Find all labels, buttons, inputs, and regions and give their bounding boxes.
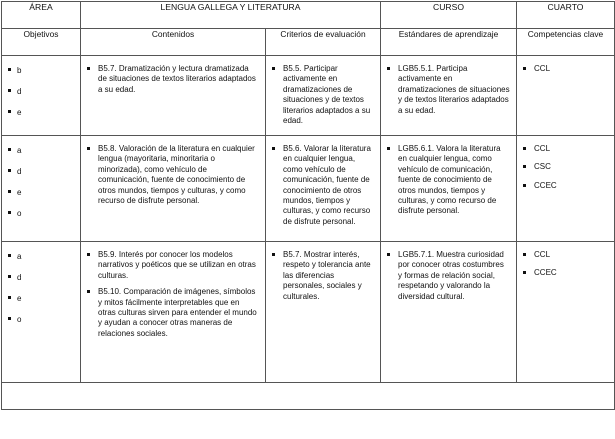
- estandar-item: LGB5.5.1. Participa activamente en dramatizaciones de situaciones y de textos literarios adaptados a su edad.: [387, 64, 510, 116]
- competencia-item: CCEC: [523, 268, 608, 278]
- bullet-icon: [8, 89, 11, 92]
- bullet-icon: [523, 67, 526, 70]
- estandares-cell: [381, 136, 517, 242]
- bullet-icon: [8, 190, 11, 193]
- col-criterios-header: Criterios de evaluación: [266, 29, 381, 56]
- bullet-icon: [8, 148, 11, 151]
- objetivo-item: d: [8, 166, 80, 187]
- subject-title: LENGUA GALLEGA Y LITERATURA: [81, 2, 381, 29]
- contenidos-cell: [81, 242, 266, 383]
- objetivo-item: a: [8, 251, 80, 272]
- bullet-icon: [8, 211, 11, 214]
- objetivo-item: a: [8, 145, 80, 166]
- objetivos-cell: [2, 56, 81, 136]
- contenidos-cell: [81, 56, 266, 136]
- bullet-icon: [8, 169, 11, 172]
- estandares-cell: [381, 242, 517, 383]
- bullet-icon: [87, 290, 90, 293]
- contenidos-cell: [81, 136, 266, 242]
- estandares-cell: [381, 56, 517, 136]
- bullet-icon: [8, 110, 11, 113]
- bullet-icon: [272, 147, 275, 150]
- objetivo-item: e: [8, 187, 80, 208]
- bullet-icon: [8, 275, 11, 278]
- criterios-cell: [266, 242, 381, 383]
- competencia-item: CCL: [523, 250, 608, 260]
- bullet-icon: [523, 165, 526, 168]
- bullet-icon: [272, 253, 275, 256]
- curriculum-table: [1, 1, 615, 410]
- contenido-item: B5.10. Comparación de imágenes, símbolos y mitos fácilmente interpretables que en otras culturas sirven para entender el mundo y ayudan a conocer otras maneras de relaciones sociales.: [87, 287, 259, 339]
- objetivos-cell: [2, 136, 81, 242]
- bullet-icon: [387, 147, 390, 150]
- bullet-icon: [8, 68, 11, 71]
- bullet-icon: [87, 67, 90, 70]
- bullet-icon: [87, 253, 90, 256]
- col-competencias-header: Competencias clave: [517, 29, 615, 56]
- competencia-item: CCL: [523, 144, 608, 154]
- header-row: [2, 2, 615, 29]
- col-contenidos-header: Contenidos: [81, 29, 266, 56]
- table-footer-spacer: [2, 383, 615, 410]
- competencia-item: CSC: [523, 162, 608, 172]
- bullet-icon: [387, 67, 390, 70]
- criterios-cell: [266, 56, 381, 136]
- objetivo-item: e: [8, 107, 80, 128]
- table-row: [2, 56, 615, 136]
- competencia-item: CCEC: [523, 181, 608, 191]
- objetivo-item: d: [8, 86, 80, 107]
- competencias-cell: [517, 56, 615, 136]
- bullet-icon: [387, 253, 390, 256]
- contenido-item: B5.9. Interés por conocer los modelos narrativos y poéticos que se utilizan en otras culturas.: [87, 250, 259, 281]
- col-objetivos-header: Objetivos: [2, 29, 81, 56]
- objetivo-item: d: [8, 272, 80, 293]
- bullet-icon: [8, 317, 11, 320]
- competencia-item: CCL: [523, 64, 608, 74]
- objetivo-item: e: [8, 293, 80, 314]
- course-label: CURSO: [381, 2, 517, 29]
- estandar-item: LGB5.7.1. Muestra curiosidad por conocer otras costumbres y formas de relación social, respetando y valorando la diversidad cultural.: [387, 250, 510, 302]
- bullet-icon: [87, 147, 90, 150]
- criterios-cell: [266, 136, 381, 242]
- bullet-icon: [8, 296, 11, 299]
- estandar-item: LGB5.6.1. Valora la literatura en cualquier lengua, como vehículo de comunicación, fuente de conocimiento de otros mundos, tiempos y culturas, y como recurso de disfrute personal.: [387, 144, 510, 217]
- column-header-row: [2, 29, 615, 56]
- objetivos-cell: [2, 242, 81, 383]
- contenido-item: B5.7. Dramatización y lectura dramatizada de situaciones de textos literarios adaptados a su edad.: [87, 64, 259, 95]
- bullet-icon: [523, 184, 526, 187]
- objetivo-item: o: [8, 208, 80, 229]
- objetivo-item: b: [8, 65, 80, 86]
- bullet-icon: [523, 271, 526, 274]
- criterio-item: B5.7. Mostrar interés, respeto y tolerancia ante las diferencias personales, sociales y culturales.: [272, 250, 374, 302]
- objetivo-item: o: [8, 314, 80, 335]
- competencias-cell: [517, 242, 615, 383]
- bullet-icon: [8, 254, 11, 257]
- col-estandares-header: Estándares de aprendizaje: [381, 29, 517, 56]
- criterio-item: B5.5. Participar activamente en dramatizaciones de situaciones y de textos literarios adaptados a su edad.: [272, 64, 374, 126]
- bullet-icon: [523, 253, 526, 256]
- area-label: ÁREA: [2, 2, 81, 29]
- bullet-icon: [523, 147, 526, 150]
- competencias-cell: [517, 136, 615, 242]
- contenido-item: B5.8. Valoración de la literatura en cualquier lengua (mayoritaria, minoritaria o minorizada), como vehículo de comunicación, fuente de conocimiento de otros mundos, tiempos y culturas, y como recurso de disfrute personal.: [87, 144, 259, 206]
- table-row: [2, 242, 615, 383]
- criterio-item: B5.6. Valorar la literatura en cualquier lengua, como vehículo de comunicación, fuente de conocimiento de otros mundos, tiempos y culturas, y como recurso de disfrute personal.: [272, 144, 374, 227]
- course-value: CUARTO: [517, 2, 615, 29]
- table-row: [2, 136, 615, 242]
- bullet-icon: [272, 67, 275, 70]
